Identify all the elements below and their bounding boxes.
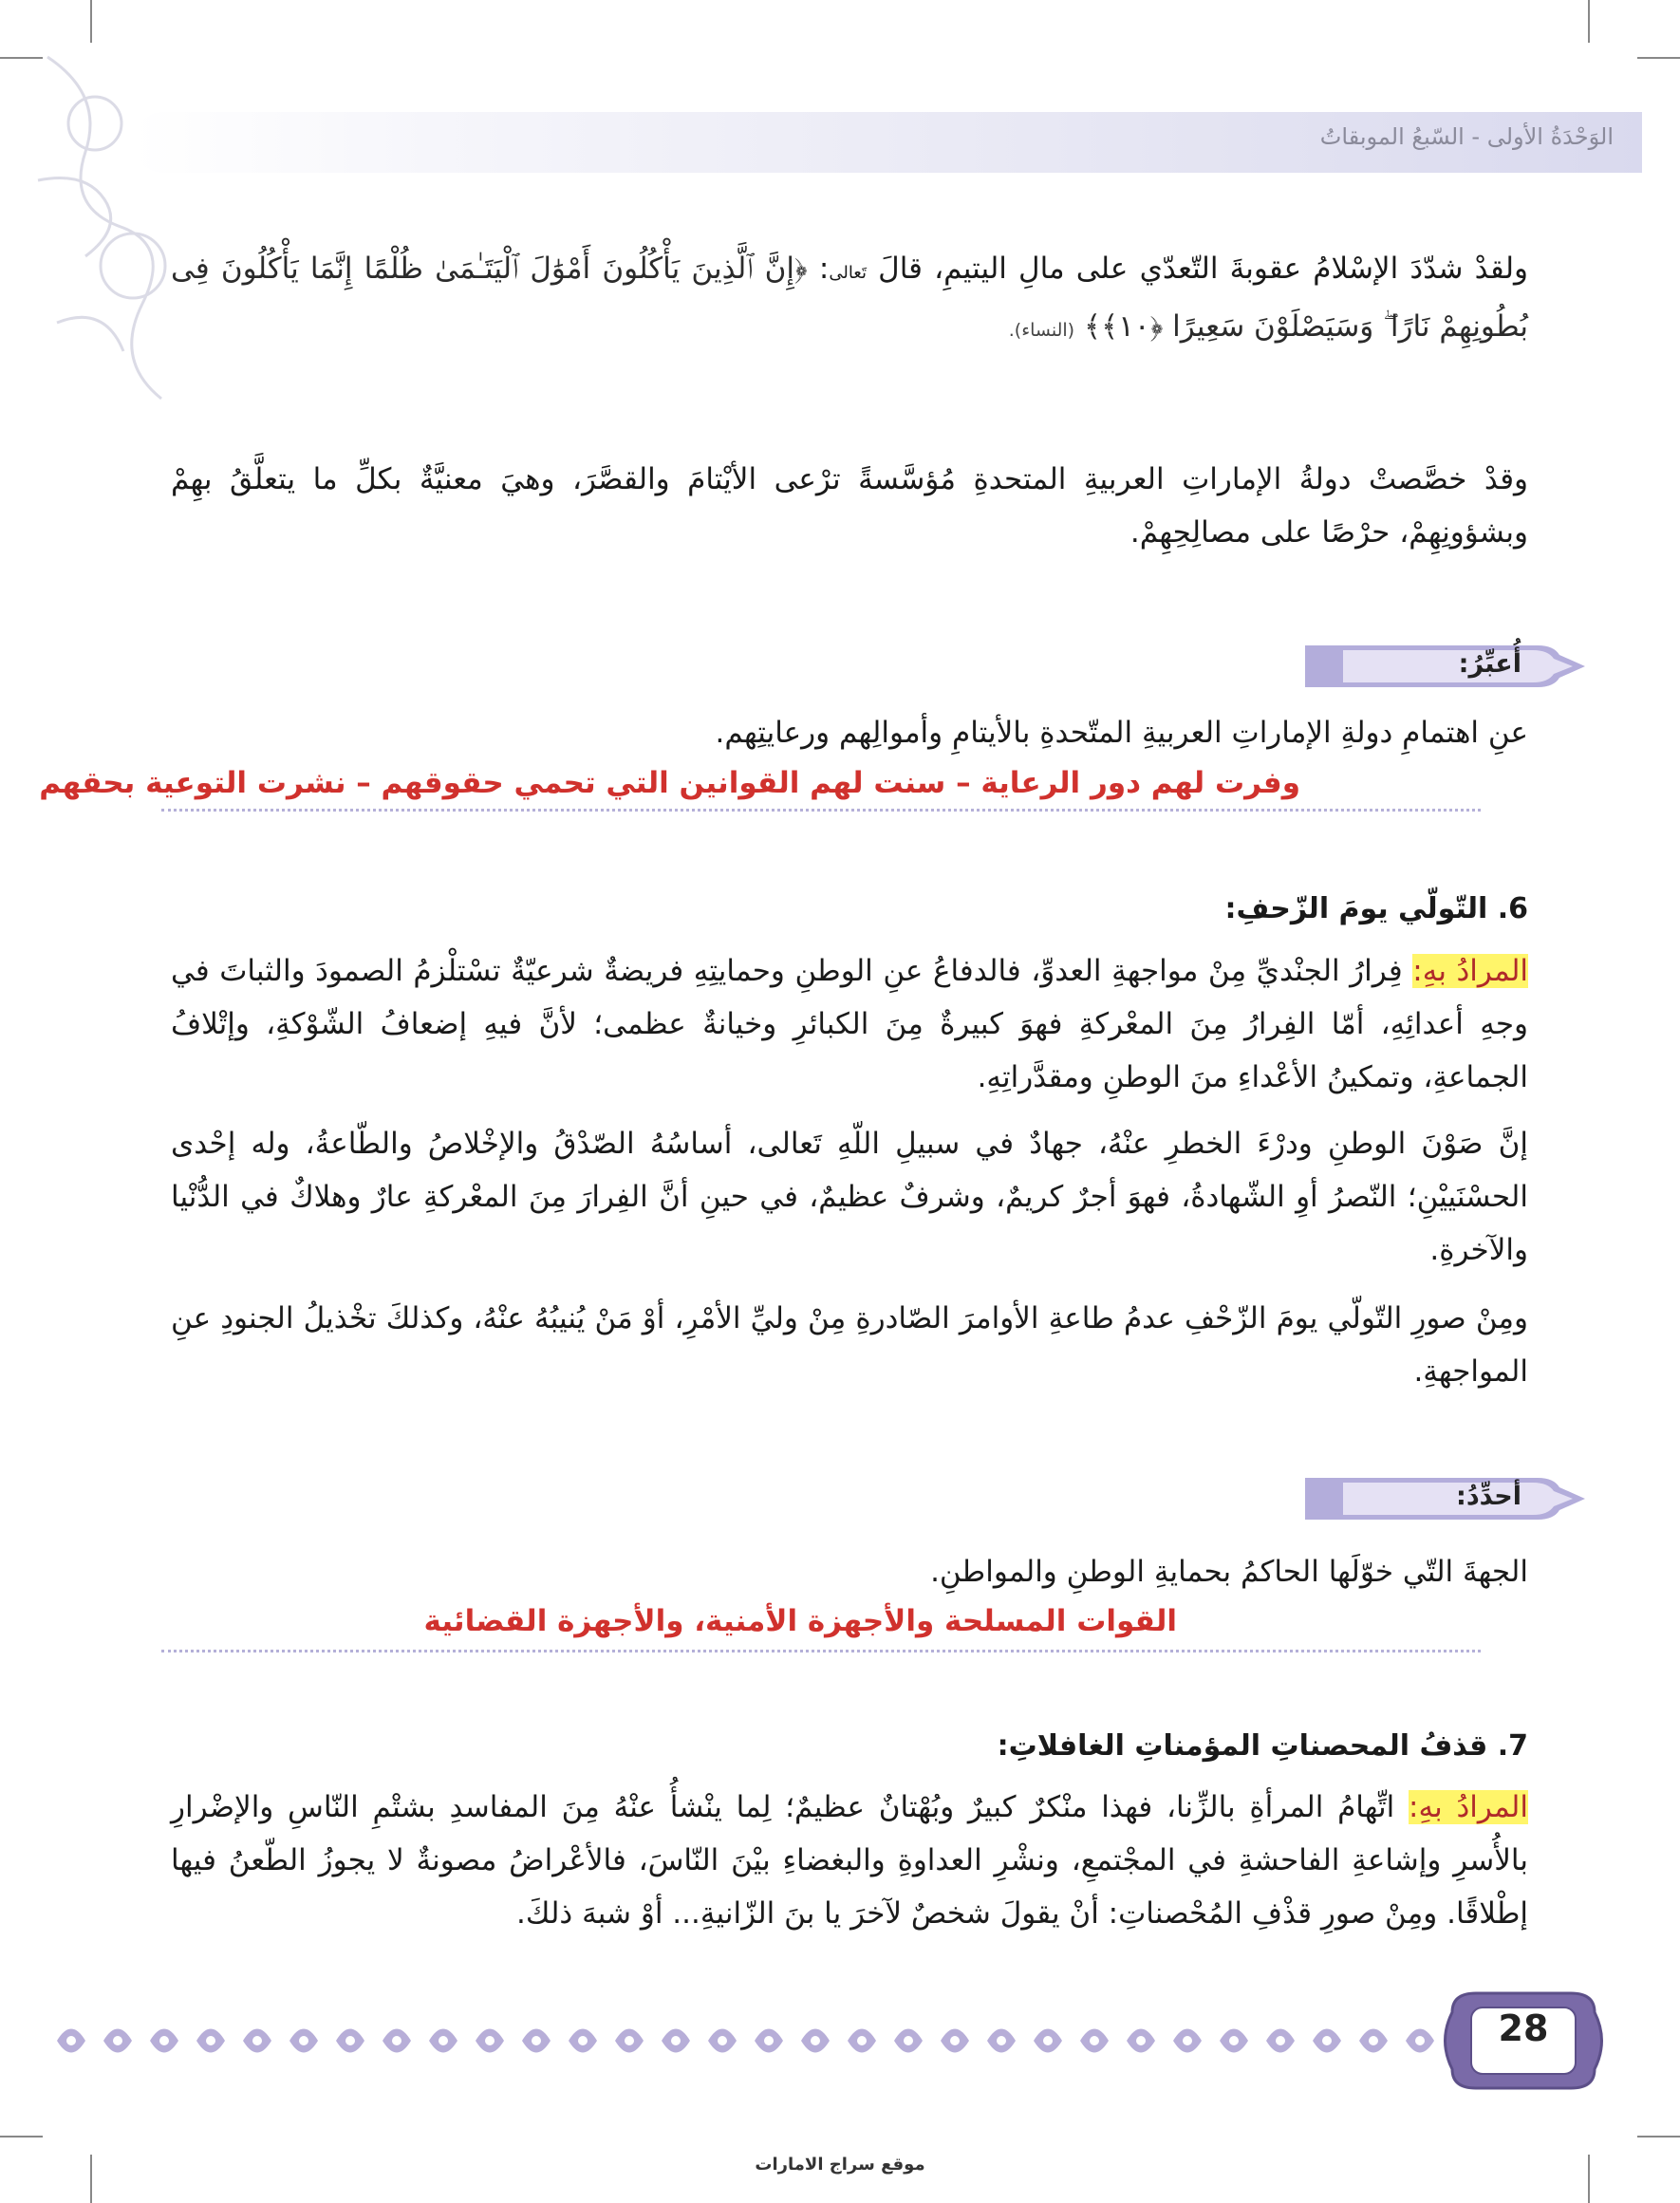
activity-badge-express bbox=[1305, 638, 1590, 695]
intro-paragraph: ولقدْ شدّدَ الإسْلامُ عقوبةَ التّعدّي على مالِ اليتيمِ، قالَ تَعالى: ﴿إِنَّ ٱلَّذِينَ يَأْكُلُونَ أَمْوَٰلَ ٱلْيَتَـٰمَىٰ ظُلْمًا إِنَّمَا يَأْكُلُونَ فِى بُطُونِهِمْ نَارًا ۖ وَسَيَصْلَوْنَ سَعِيرًا ﴿١٠﴾﴾ (النساء). bbox=[171, 252, 1528, 344]
crop-mark bbox=[1637, 2136, 1680, 2138]
section6-paragraph3: ومِنْ صورِ التّولّي يومَ الزّحْفِ عدمُ طاعةِ الأوامرَ الصّادرةِ مِنْ وليِّ الأمْرِ، أوْ مَنْ يُنيبُهُ عنْهُ، وكذلكَ تخْذيلُ الجنودِ عنِ المواجهةِ. bbox=[171, 1301, 1528, 1389]
taala-text: تَعالى bbox=[829, 263, 867, 283]
section6-meaning bbox=[171, 944, 1528, 1104]
section6-paragraph2: إنَّ صَوْنَ الوطنِ ودرْءَ الخطرِ عنْهُ، جهادٌ في سبيلِ اللّهِ تَعالى، أساسُهُ الصّدْقُ والإخْلاصُ والطّاعةُ، وله إحْدى الحسْنَييْنِ؛ النّصرُ أوِ الشّهادةُ، فهوَ أجرٌ كريمٌ، وشرفٌ عظيمٌ، في حينِ أنَّ الفِرارَ مِنَ المعْركةِ عارٌ وهلاكٌ في الدُّنْيا والآخرةِ. bbox=[171, 1127, 1528, 1267]
ornament-decoration bbox=[28, 38, 180, 418]
uae-paragraph: وقدْ خصَّصتْ دولةُ الإماراتِ العربيةِ المتحدةِ مُؤسَّسةً ترْعى الأيْتامَ والقصَّرَ، وهيَ معنيَّةٌ بكلِّ ما يتعلَّقُ بهِمْ وبشؤونِهِمْ، حرْصًا على مصالِحِهِمْ. bbox=[171, 462, 1528, 550]
activity-label: أُعبِّرُ: bbox=[1458, 649, 1521, 679]
unit-title: الوَحْدَةُ الأولى - السّبعُ الموبقاتُ bbox=[1319, 123, 1614, 150]
crop-mark bbox=[0, 2136, 43, 2138]
activity1-answer: وفرت لهم دور الرعاية – سنت لهم القوانين التي تحمي حقوقهم – نشرت التوعية بحقهم bbox=[39, 766, 1300, 800]
section7-meaning bbox=[171, 1781, 1528, 1940]
surah-name: (النساء). bbox=[1008, 320, 1075, 341]
section6-heading: 6. التّولّي يومَ الزّحفِ: bbox=[1224, 892, 1528, 925]
section7-heading: 7. قذفُ المحصناتِ المؤمناتِ الغافلاتِ: bbox=[997, 1729, 1528, 1763]
footer-site-name: موقع سراج الامارات bbox=[755, 2155, 925, 2175]
badge-shape bbox=[1305, 638, 1590, 695]
activity1-question: عنِ اهتمامِ دولةِ الإماراتِ العربيةِ المتّحدةِ بالأيتامِ وأموالِهم ورعايتِهم. bbox=[715, 716, 1528, 750]
activity2-question: الجهةَ التّي خوّلَها الحاكمُ بحمايةِ الوطنِ والمواطنِ. bbox=[930, 1555, 1528, 1589]
page-number: 28 bbox=[1498, 2007, 1549, 2049]
crop-mark bbox=[90, 0, 92, 43]
activity-badge-identify bbox=[1305, 1470, 1590, 1527]
crop-mark bbox=[1637, 57, 1680, 59]
crop-mark bbox=[1588, 0, 1590, 43]
footer-ornament bbox=[57, 2012, 1452, 2069]
intro-text: ولقدْ شدّدَ الإسْلامُ عقوبةَ التّعدّي على مالِ اليتيمِ، قالَ bbox=[878, 252, 1528, 286]
quran-verse: ﴿إِنَّ ٱلَّذِينَ يَأْكُلُونَ أَمْوَٰلَ ٱلْيَتَـٰمَىٰ ظُلْمًا إِنَّمَا يَأْكُلُونَ فِى بُطُونِهِمْ نَارًا ۖ وَسَيَصْلَوْنَ سَعِيرًا ﴿١٠﴾﴾ bbox=[171, 252, 1528, 344]
activity2-answer: القوات المسلحة والأجهزة الأمنية، والأجهزة القضائية bbox=[423, 1604, 1177, 1638]
meaning-text: اتِّهامُ المرأةِ بالزِّنا، فهذا منْكرٌ كبيرٌ وبُهْتانٌ عظيمٌ؛ لِما ينْشأُ عنْهُ مِنَ المفاسدِ بشتْمِ النّاسِ والإضْرارِ بالأُسرِ وإشاعةِ الفاحشةِ في المجْتمعِ، ونشْرِ العداوةِ والبغضاءِ بيْنَ النّاسَ، فالأعْراضُ مصونةٌ لا يجوزُ الطّعنُ فيها إطْلاقًا. ومِنْ صورِ قذْفِ المُحْصناتِ: أنْ يقولَ شخصٌ لآخرَ يا بنَ الزّانيةِ... أوْ شبهَ ذلكَ. bbox=[171, 1790, 1528, 1931]
meaning-label: المرادُ بهِ: bbox=[1409, 1790, 1528, 1824]
meaning-label: المرادُ بهِ: bbox=[1412, 954, 1529, 988]
meaning-text: فِرارُ الجنْديِّ مِنْ مواجهةِ العدوِّ، فالدفاعُ عنِ الوطنِ وحمايتِهِ فريضةٌ شرعيّةٌ تسْتلْزمُ الصمودَ والثباتَ في وجهِ أعدائِهِ، أمّا الفِرارُ مِنَ المعْركةِ فهوَ كبيرةٌ مِنَ الكبائرِ وخيانةٌ عظمى؛ لأنَّ فيهِ إضعافُ الشّوْكةِ، وإتْلافُ الجماعةِ، وتمكينُ الأعْداءِ منَ الوطنِ ومقدَّراتِهِ. bbox=[171, 954, 1528, 1094]
badge-shape bbox=[1305, 1470, 1590, 1527]
answer-dotted-line bbox=[161, 809, 1481, 812]
activity-label: أحدِّدُ: bbox=[1456, 1482, 1521, 1511]
answer-dotted-line bbox=[161, 1650, 1481, 1652]
